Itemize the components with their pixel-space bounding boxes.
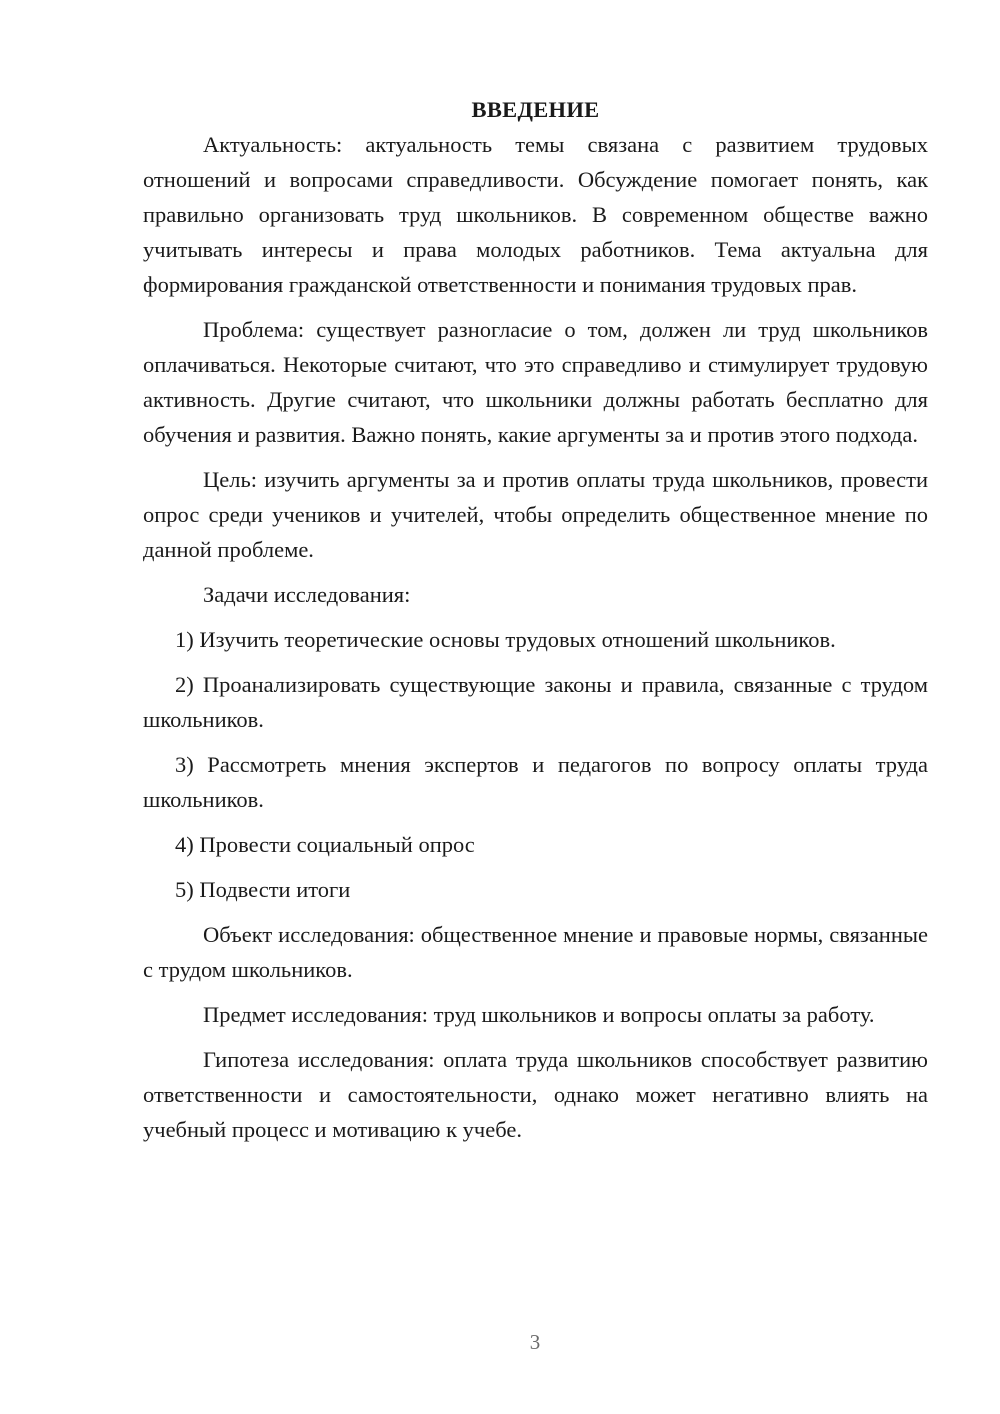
relevance-paragraph: Актуальность: актуальность темы связана с развитием трудовых отношений и вопросами справедливости. Обсуждение помогает понять, как правильно организовать труд школьников. В современном обществе важно учитывать интересы и права молодых работников. Тема актуальна для формирования гражданской ответственности и понимания трудовых прав.	[143, 132, 928, 297]
hypothesis-paragraph: Гипотеза исследования: оплата труда школьников способствует развитию ответственности и самостоятельности, однако может негативно влиять на учебный процесс и мотивацию к учебе.	[143, 1047, 928, 1142]
subject-paragraph: Предмет исследования: труд школьников и вопросы оплаты за работу.	[203, 1002, 875, 1027]
page-title: ВВЕДЕНИЕ	[471, 97, 600, 122]
tasks-heading: Задачи исследования:	[203, 582, 411, 607]
goal-paragraph: Цель: изучить аргументы за и против оплаты труда школьников, провести опрос среди учеников и учителей, чтобы определить общественное мнение по данной проблеме.	[143, 467, 928, 562]
task-item-3: 3) Рассмотреть мнения экспертов и педагогов по вопросу оплаты труда школьников.	[143, 752, 928, 812]
task-item-4: 4) Провести социальный опрос	[175, 832, 475, 857]
task-item-2: 2) Проанализировать существующие законы и правила, связанные с трудом школьников.	[143, 672, 928, 732]
task-item-1: 1) Изучить теоретические основы трудовых отношений школьников.	[175, 627, 836, 652]
document-page	[143, 92, 928, 1157]
object-paragraph: Объект исследования: общественное мнение и правовые нормы, связанные с трудом школьников.	[143, 922, 928, 982]
task-item-5: 5) Подвести итоги	[175, 877, 351, 902]
problem-paragraph: Проблема: существует разногласие о том, должен ли труд школьников оплачиваться. Некоторые считают, что это справедливо и стимулирует трудовую активность. Другие считают, что школьники должны работать бесплатно для обучения и развития. Важно понять, какие аргументы за и против этого подхода.	[143, 317, 928, 447]
page-number: 3	[529, 1330, 541, 1354]
